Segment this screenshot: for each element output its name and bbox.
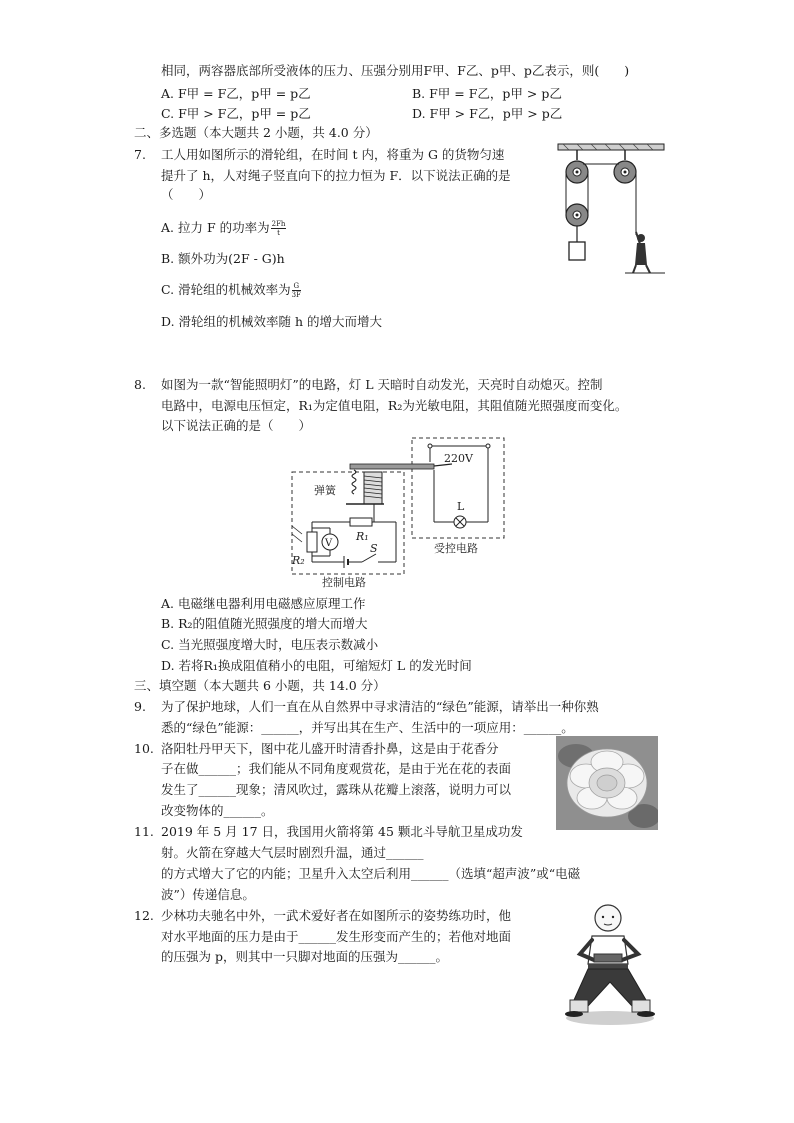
- q7-a-frac-num: 2Fh: [271, 220, 286, 228]
- q10-stem-line1: 洛阳牡丹甲天下，图中花儿盛开时清香扑鼻，这是由于花香分: [161, 741, 499, 756]
- cargo-box: [569, 242, 585, 260]
- relay-circuit-figure: [284, 434, 514, 594]
- q6-option-a[interactable]: A. F甲 = F乙，p甲 = p乙: [161, 86, 311, 101]
- kungfu-figure: [560, 902, 660, 1027]
- q7-option-b[interactable]: B. 额外功为(2F - G)h: [161, 251, 285, 266]
- q9-number: 9.: [134, 699, 146, 714]
- q10-stem-line2: 子在做______；我们能从不同角度观赏花，是由于光在花的表面: [161, 761, 512, 776]
- r2-label: R₂: [292, 554, 305, 567]
- q12-number: 12.: [134, 908, 154, 923]
- q6-stem: 相同，两容器底部所受液体的压力、压强分别用F甲、F乙、p甲、p乙表示，则( ): [161, 63, 630, 78]
- q8-stem-line2: 电路中，电源电压恒定，R₁为定值电阻，R₂为光敏电阻，其阻值随光照强度而变化。: [161, 398, 628, 413]
- q11-stem-line1: 2019 年 5 月 17 日，我国用火箭将第 45 颗北斗导航卫星成功发: [161, 824, 523, 839]
- q12-stem-line3: 的压强为 p，则其中一只脚对地面的压强为______。: [161, 949, 448, 964]
- q12-stem-line1: 少林功夫驰名中外，一武术爱好者在如图所示的姿势练功时，他: [161, 908, 512, 923]
- q7-option-a[interactable]: [161, 220, 286, 237]
- control-circuit-box: [292, 472, 404, 574]
- q8-option-a[interactable]: A. 电磁继电器利用电磁感应原理工作: [161, 596, 366, 611]
- q7-c-frac-num: G: [293, 282, 300, 290]
- q8-option-c[interactable]: C. 当光照强度增大时，电压表示数减小: [161, 637, 379, 652]
- q10-stem-line4: 改变物体的______。: [161, 803, 274, 818]
- q7-stem-line2: 提升了 h，人对绳子竖直向下的拉力恒为 F．以下说法正确的是: [161, 168, 511, 183]
- q7-a-frac-den: t: [277, 229, 280, 237]
- q9-stem-line2: 悉的“绿色”能源：______，并写出其在生产、生活中的一项应用：______。: [161, 720, 574, 735]
- movable-pulley: [566, 204, 588, 226]
- q8-stem-line3: 以下说法正确的是（ ）: [161, 418, 312, 433]
- q7-option-a-fraction: [271, 220, 287, 237]
- q11-stem-line3: 的方式增大了它的内能；卫星升入太空后利用______（选填“超声波”或“电磁: [161, 866, 581, 881]
- q7-option-a-text: A. 拉力 F 的功率为: [161, 220, 270, 235]
- ceiling-beam: [558, 144, 664, 150]
- voltmeter-label: V: [325, 538, 333, 549]
- q7-number: 7.: [134, 147, 146, 162]
- q11-number: 11.: [134, 824, 154, 839]
- q7-option-d[interactable]: D. 滑轮组的机械效率随 h 的增大而增大: [161, 314, 383, 329]
- q8-stem-line1: 如图为一款“智能照明灯”的电路，灯 L 天暗时自动发光，天亮时自动熄灭。控制: [161, 377, 603, 392]
- q7-c-frac-den: 3F: [291, 291, 301, 299]
- r1-label: R₁: [356, 530, 369, 543]
- q6-option-b[interactable]: B. F甲 = F乙，p甲 > p乙: [412, 86, 562, 101]
- switch-label: S: [370, 542, 378, 555]
- pulley-figure: [555, 140, 670, 275]
- q12-stem-line2: 对水平地面的压力是由于______发生形变而产生的；若他对地面: [161, 929, 512, 944]
- lamp-label: L: [457, 500, 465, 513]
- q10-number: 10.: [134, 741, 154, 756]
- q8-option-d[interactable]: D. 若将R₁换成阻值稍小的电阻，可缩短灯 L 的发光时间: [161, 658, 472, 673]
- section-title-fill-in: 三、填空题（本大题共 6 小题，共 14.0 分）: [134, 678, 386, 693]
- section-title-multi-choice: 二、多选题（本大题共 2 小题，共 4.0 分）: [134, 125, 378, 140]
- q8-number: 8.: [134, 377, 146, 392]
- q7-stem-line3: （ ）: [161, 187, 212, 202]
- q11-stem-line4: 波”）传递信息。: [161, 887, 255, 902]
- q8-option-b[interactable]: B. R₂的阻值随光照强度的增大而增大: [161, 616, 368, 631]
- q7-stem-line1: 工人用如图所示的滑轮组，在时间 t 内，将重为 G 的货物匀速: [161, 147, 505, 162]
- q6-option-d[interactable]: D. F甲 > F乙，p甲 > p乙: [412, 106, 563, 121]
- q7-option-c-text: C. 滑轮组的机械效率为: [161, 282, 291, 297]
- q11-stem-line2: 射。火箭在穿越大气层时剧烈升温，通过______: [161, 845, 424, 860]
- controlled-circuit-label: 受控电路: [434, 542, 478, 555]
- spring-label: 弹簧: [314, 484, 336, 497]
- q7-option-c[interactable]: [161, 282, 301, 299]
- q10-stem-line3: 发生了______现象；清风吹过，露珠从花瓣上滚落，说明力可以: [161, 782, 512, 797]
- q7-option-c-fraction: [292, 282, 301, 299]
- q6-option-c[interactable]: C. F甲 > F乙，p甲 = p乙: [161, 106, 311, 121]
- worker-figure: [633, 232, 650, 273]
- control-circuit-label: 控制电路: [322, 576, 366, 589]
- voltage-label: 220V: [444, 452, 473, 465]
- peony-flower-photo: [556, 736, 658, 830]
- q9-stem-line1: 为了保护地球，人们一直在从自然界中寻求清洁的“绿色”能源，请举出一种你熟: [161, 699, 599, 714]
